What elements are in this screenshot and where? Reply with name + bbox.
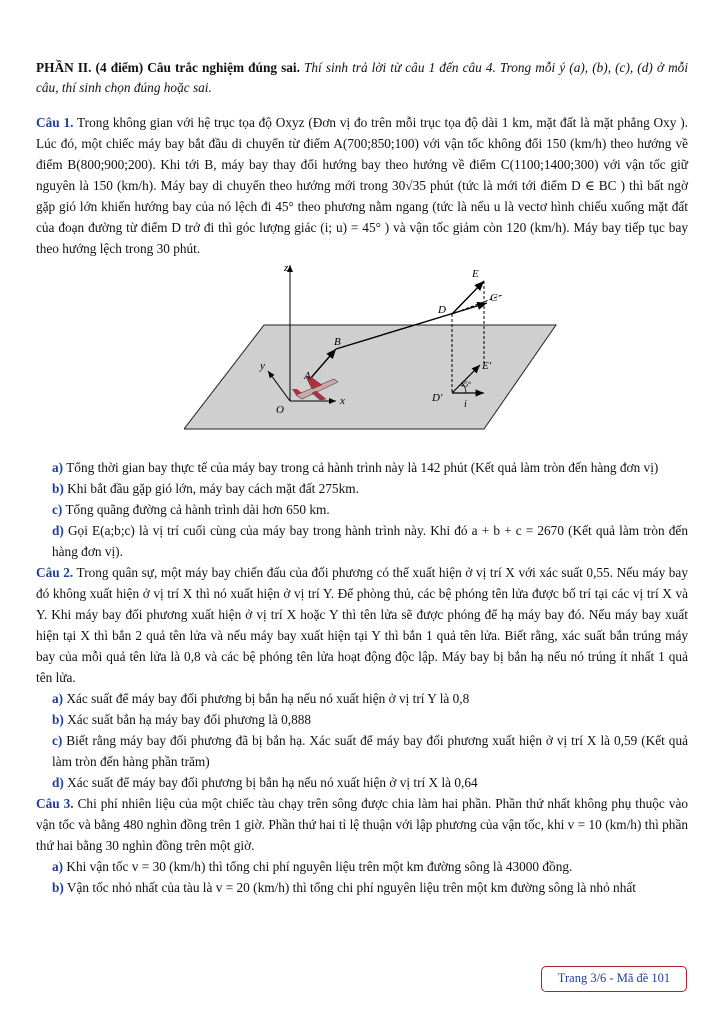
question-1 [36, 112, 688, 259]
option-label: b) [52, 880, 64, 895]
label-angle: 45° [460, 380, 472, 389]
label-D: D [438, 304, 446, 316]
question-2-label: Câu 2. [36, 565, 74, 580]
question-1-figure [184, 265, 604, 445]
label-C: C [490, 292, 498, 304]
label-y: y [260, 360, 265, 372]
option-label: a) [52, 691, 64, 706]
option-text: Biết rằng máy bay đối phương đã bị bắn hạ. Xác suất để máy bay đối phương xuất hiện ở vị trí X là 0,59 (Kết quả làm tròn đến hàng phần trăm) [52, 733, 688, 769]
option-text: Khi vận tốc v = 30 (km/h) thì tổng chi phí nguyên liệu trên một km đường sông là 43000 đồng. [66, 859, 573, 874]
part-heading [36, 58, 688, 98]
option-label: b) [52, 481, 64, 496]
question-3-label: Câu 3. [36, 796, 74, 811]
option-label: b) [52, 712, 64, 727]
label-i: i [464, 399, 467, 410]
question-2-option-c [36, 730, 688, 772]
option-label: a) [52, 859, 64, 874]
flight-path-diagram [184, 265, 604, 445]
label-D-prime: D' [432, 392, 443, 404]
option-label: a) [52, 460, 64, 475]
ground-plane [184, 325, 556, 429]
page-number-badge: Trang 3/6 - Mã đề 101 [541, 966, 687, 992]
question-2-text: Trong quân sự, một máy bay chiến đấu của đối phương có thể xuất hiện ở vị trí X với xác suất 0,55. Nếu máy bay đó không xuất hiện ở vị trí X thì nó xuất hiện ở vị trí Y. Để phòng thủ, các bệ phóng tên lửa được bố trí tại các vị trí X và Y. Khi máy bay đối phương xuất hiện ở vị trí X hoặc Y thì tên lửa sẽ được phóng để hạ máy bay đó. Nếu máy bay xuất hiện tại X thì bắn 2 quả tên lửa và nếu máy bay xuất hiện tại Y thì bắn 1 quả tên lửa. Biết rằng, xác suất bắn trúng máy bay của mỗi quả tên lửa là 0,8 và các bệ phóng tên lửa hoạt động độc lập. Máy bay bị bắn hạ nếu nó trúng ít nhất 1 quả tên lửa. [36, 565, 688, 685]
question-2-option-a [36, 688, 688, 709]
question-2 [36, 562, 688, 688]
question-2-option-b [36, 709, 688, 730]
part-title: PHẦN II. [36, 60, 92, 75]
option-text: Khi bắt đầu gặp gió lớn, máy bay cách mặt đất 275km. [67, 481, 359, 496]
label-E: E [472, 268, 479, 280]
option-label: c) [52, 502, 63, 517]
option-label: c) [52, 733, 63, 748]
label-B: B [334, 336, 341, 348]
question-3-text: Chi phí nhiên liệu của một chiếc tàu chạy trên sông được chia làm hai phần. Phần thứ nhất không phụ thuộc vào vận tốc và bằng 480 nghìn đồng trên 1 giờ. Phần thứ hai tỉ lệ thuận với lập phương của vận tốc, khi v = 10 (km/h) thì phần thứ hai bằng 30 nghìn đồng trên một giờ. [36, 796, 688, 853]
option-text: Tổng quãng đường cả hành trình dài hơn 650 km. [65, 502, 330, 517]
question-3-option-a [36, 856, 688, 877]
option-text: Gọi E(a;b;c) là vị trí cuối cùng của máy bay trong hành trình này. Khi đó a + b + c = 2670 (Kết quả làm tròn đến hàng đơn vị). [52, 523, 688, 559]
option-text: Tổng thời gian bay thực tế của máy bay trong cả hành trình này là 142 phút (Kết quả làm tròn đến hàng đơn vị) [66, 460, 659, 475]
option-text: Vận tốc nhỏ nhất của tàu là v = 20 (km/h) thì tổng chi phí nguyên liệu trên một km đường sông là nhỏ nhất [66, 880, 636, 895]
question-1-option-a [36, 457, 688, 478]
option-text: Xác suất để máy bay đối phương bị bắn hạ nếu nó xuất hiện ở vị trí Y là 0,8 [66, 691, 470, 706]
option-text: Xác suất bắn hạ máy bay đối phương là 0,888 [67, 712, 312, 727]
page-content [36, 58, 688, 898]
part-instruction: Thí sinh trả lời từ câu 1 đến câu 4. Trong mỗi ý (a), (b), (c), (d) ở mỗi câu, thí sinh chọn đúng hoặc sai. [36, 60, 689, 95]
question-1-option-b [36, 478, 688, 499]
option-label: d) [52, 775, 64, 790]
question-3-option-b [36, 877, 688, 898]
question-2-option-d [36, 772, 688, 793]
label-E-prime: E' [482, 360, 492, 372]
label-A: A [304, 370, 311, 382]
question-1-label: Câu 1. [36, 115, 74, 130]
option-text: Xác suất để máy bay đối phương bị bắn hạ nếu nó xuất hiện ở vị trí X là 0,64 [67, 775, 478, 790]
label-z: z [284, 265, 289, 274]
option-label: d) [52, 523, 64, 538]
question-3 [36, 793, 688, 856]
question-1-option-c [36, 499, 688, 520]
label-x: x [340, 395, 345, 407]
question-1-text: Trong không gian với hệ trục tọa độ Oxyz (Đơn vị đo trên mỗi trục tọa độ dài 1 km, mặt đất là mặt phẳng Oxy ). Lúc đó, một chiếc máy bay bắt đầu di chuyển từ điểm A(700;850;100) với vận tốc không đổi 150 (km/h) theo hướng về điểm B(800;900;200). Khi tới B, máy bay thay đổi hướng bay theo hướng về điểm C(1100;1400;300) với vận tốc giữ nguyên là 150 (km/h). Máy bay di chuyển theo hướng mới trong 30√35 phút (tức là mới tới điểm D ∈ BC ) thì bất ngờ gặp gió lớn khiến hướng bay của nó lệch đi 45° theo phương nằm ngang (tức là nếu u là vectơ hình chiếu xuống mặt đất của đoạn đường từ điểm D trở đi thì góc lượng giác (i; u) = 45° ) và vận tốc giảm còn 120 (km/h). Máy bay tiếp tục bay theo hướng lệch trong 30 phút. [36, 115, 689, 256]
part-points: (4 điểm) Câu trắc nghiệm đúng sai. [95, 60, 300, 75]
label-O: O [276, 404, 284, 416]
question-1-option-d [36, 520, 688, 562]
